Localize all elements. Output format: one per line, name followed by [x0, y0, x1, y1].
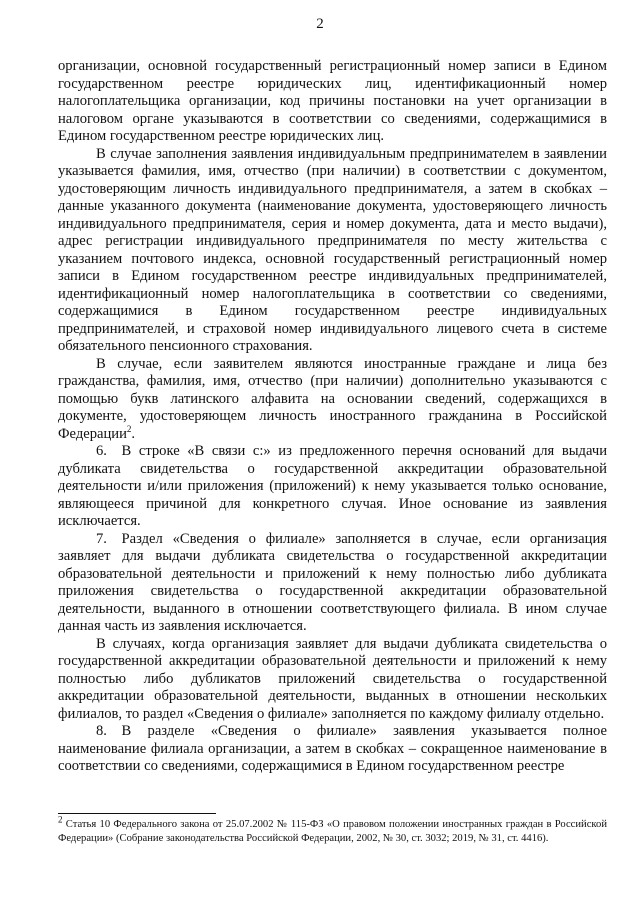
paragraph-item-8: 8. В разделе «Сведения о филиале» заявления указывается полное наименование филиала организации, а затем в скобках – сокращенное наименование в соответствии со сведениями, содержащимися в Едином государственном реестре	[58, 723, 607, 774]
page-number: 2	[316, 16, 324, 32]
footnote	[58, 814, 607, 845]
paragraph-item-7: 7. Раздел «Сведения о филиале» заполняется в случае, если организация заявляет для выдачи дубликата свидетельства о государственной аккредитации образовательной деятельности и приложений к нему полностью либо дубликата приложения свидетельства о государственной аккредитации образовательной деятельности, выданного в отношении соответствующего филиала. В ином случае данная часть из заявления исключается.	[58, 530, 607, 634]
footnote-reference: 2	[126, 423, 132, 434]
paragraph-organization-details: организации, основной государственный регистрационный номер записи в Едином государственном реестре юридических лиц, идентификационный номер налогоплательщика организации, код причины постановки на учет организации в налоговом органе указываются в соответствии со сведениями, содержащимися в Едином государственном реестре юридических лиц.	[58, 58, 607, 144]
paragraph-item-6: 6. В строке «В связи с:» из предложенного перечня оснований для выдачи дубликата свидетельства о государственной аккредитации образовательной деятельности и/или приложения (приложений) к нему указывается только основание, являющееся причиной для конкретного случая. Иное основание из заявления исключается.	[58, 443, 607, 529]
footnote-entry	[58, 814, 607, 845]
paragraph-individual-entrepreneur: В случае заполнения заявления индивидуальным предпринимателем в заявлении указывается фамилия, имя, отчество (при наличии) в соответствии с документом, удостоверяющим личность индивидуального предпринимателя, а затем в скобках – данные указанного документа (наименование документа, удостоверяющего личность индивидуального предпринимателя, серия и номер документа, дата и место выдачи), адрес регистрации индивидуального предпринимателя по месту жительства с указанием почтового индекса, основной государственный регистрационный номер записи в Едином государственном реестре индивидуальных предпринимателей, идентификационный номер налогоплательщика в соответствии со сведениями, содержащимися в Едином государственном реестре индивидуальных предпринимателей, и страховой номер индивидуального лицевого счета в системе обязательного пенсионного страхования.	[58, 145, 607, 354]
body-text	[58, 58, 607, 776]
paragraph-foreign-citizens	[58, 356, 607, 444]
paragraph-foreign-citizens-text: В случае, если заявителем являются иностранные граждане и лица без гражданства, фамилия, имя, отчество (при наличии) дополнительно указываются с помощью букв латинского алфавита на основании сведений, содержащихся в документе, удостоверяющем личность иностранного гражданина в Российской Федерации	[58, 355, 607, 442]
paragraph-multiple-branches: В случаях, когда организация заявляет для выдачи дубликата свидетельства о государственной аккредитации образовательной деятельности и приложений к нему полностью либо дубликатов приложений свидетельства о государственной аккредитации образовательной деятельности, выданных в отношении нескольких филиалов, то раздел «Сведения о филиале» заполняется по каждому филиалу отдельно.	[58, 635, 607, 722]
footnote-mark: 2	[58, 814, 63, 825]
paragraph-end-punctuation: .	[131, 425, 136, 442]
footnote-text: Статья 10 Федерального закона от 25.07.2002 № 115-ФЗ «О правовом положении иностранных граждан в Российской Федерации» (Собрание законодательства Российской Федерации, 2002, № 30, ст. 3032; 2019, № 31, ст. 4416).	[58, 819, 607, 844]
footnote-separator	[58, 813, 216, 814]
